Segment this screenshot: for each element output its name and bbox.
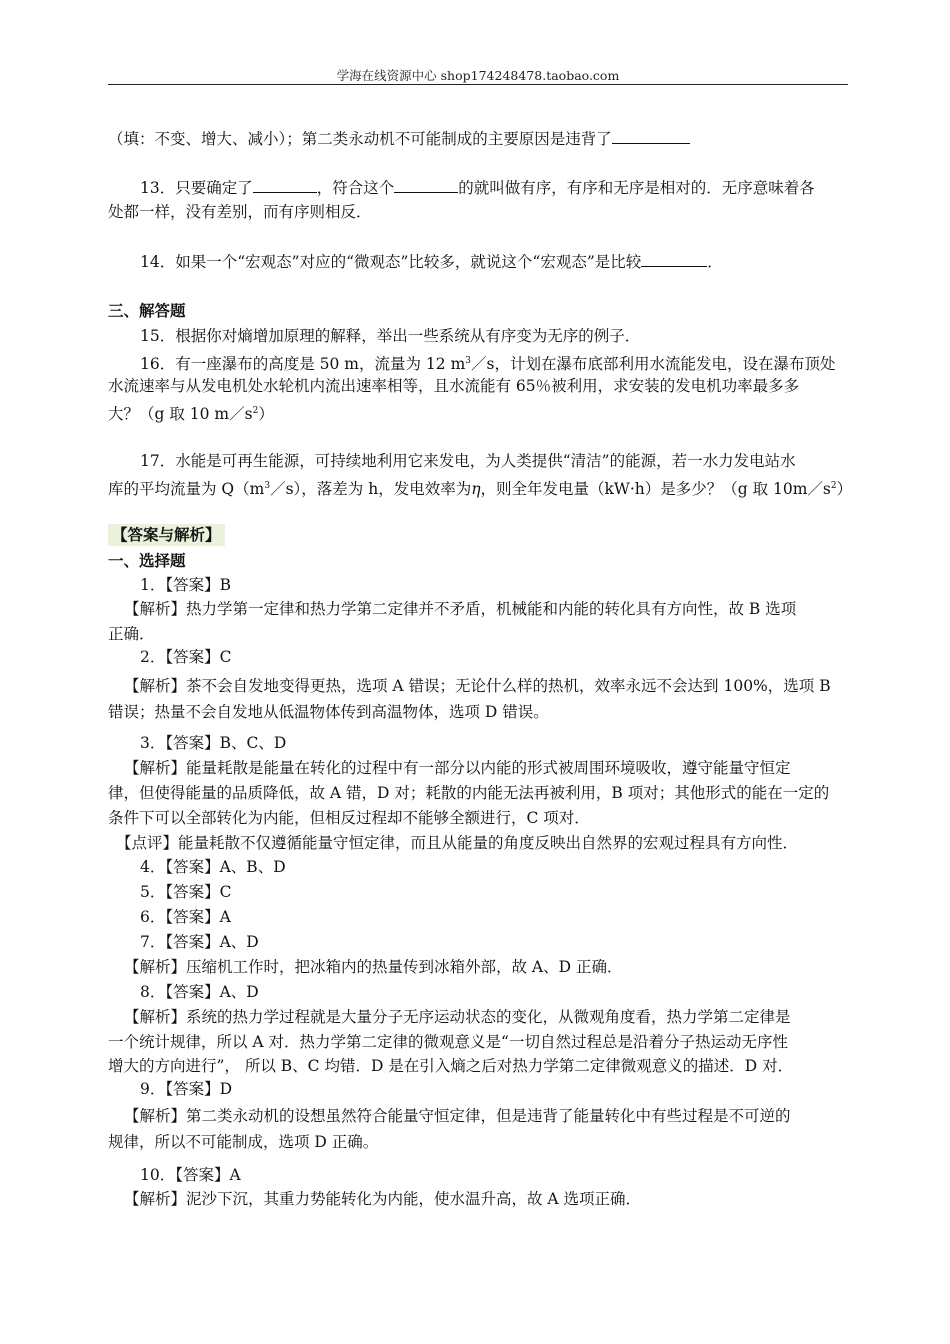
question-17-line-1: 17．水能是可再生能源，可持续地利用它来发电，为人类提供“清洁”的能源，若一水力发电站水 (140, 452, 796, 470)
explanation-1-line-1: 【解析】热力学第一定律和热力学第二定律并不矛盾，机械能和内能的转化具有方向性，故 B 选项 (124, 600, 797, 618)
question-16-line-1 (140, 349, 850, 376)
q12-text: （填：不变、增大、减小）；第二类永动机不可能制成的主要原因是违背了 (108, 130, 612, 148)
header-rule (108, 84, 848, 85)
answers-heading: 【答案与解析】 (108, 524, 225, 546)
explanation-3-line-1: 【解析】能量耗散是能量在转化的过程中有一部分以内能的形式被周围环境吸收，遵守能量守恒定 (124, 759, 791, 777)
question-16-line-3 (108, 399, 850, 426)
answer-blank (641, 252, 707, 267)
explanation-8-line-2: 一个统计规律，所以 A 对．热力学第二定律的微观意义是“一切自然过程总是沿着分子热运动无序性 (108, 1033, 788, 1051)
comment-3: 【点评】能量耗散不仅遵循能量守恒定律，而且从能量的角度反映出自然界的宏观过程具有方向性． (116, 834, 799, 852)
answer-4: 4．【答案】A、B、D (140, 858, 286, 876)
explanation-8-line-3: 增大的方向进行”， 所以 B、C 均错．D 是在引入熵之后对热力学第二定律微观意义的描述．D 对． (108, 1057, 794, 1075)
answer-9: 9．【答案】D (140, 1080, 233, 1098)
page-header: 学海在线资源中心 shop174248478.taobao.com (336, 68, 620, 83)
superscript: 3 (465, 356, 472, 366)
answer-blank (612, 129, 690, 144)
question-14 (140, 250, 850, 274)
q17-text-1: 库的平均流量为 Q（m (108, 480, 265, 499)
explanation-2-line-1: 【解析】茶不会自发地变得更热，选项 A 错误；无论什么样的热机，效率永远不会达到 100%，选项 B (124, 677, 831, 695)
explanation-7: 【解析】压缩机工作时，把冰箱内的热量传到冰箱外部，故 A、D 正确． (124, 958, 623, 976)
answer-10: 10．【答案】A (140, 1166, 241, 1184)
explanation-10: 【解析】泥沙下沉，其重力势能转化为内能，使水温升高，故 A 选项正确． (124, 1190, 642, 1208)
q16-text-a: 16．有一座瀑布的高度是 50 m，流量为 12 m (140, 355, 466, 374)
answer-blank (394, 178, 458, 193)
superscript: 2 (830, 481, 837, 491)
q16-text-c2: ） (258, 405, 274, 424)
question-16-line-2: 水流速率与从发电机处水轮机内流出速率相等，且水流能有 65％被利用，求安装的发电机功率最多多 (108, 377, 800, 395)
explanation-9-line-1: 【解析】第二类永动机的设想虽然符合能量守恒定律，但是违背了能量转化中有些过程是不可逆的 (124, 1107, 791, 1125)
answer-8: 8．【答案】A、D (140, 983, 259, 1001)
answer-6: 6．【答案】A (140, 908, 231, 926)
q14-end: ． (707, 253, 723, 271)
q13-text-b: ，符合这个 (316, 179, 395, 197)
section-3-title: 三、解答题 (108, 301, 186, 320)
superscript: 3 (264, 481, 271, 491)
explanation-3-line-3: 条件下可以全部转化为内能，但相反过程却不能够全额进行，C 项对． (108, 809, 590, 827)
eta-symbol: η (471, 480, 481, 499)
explanation-1-line-2: 正确． (108, 625, 155, 643)
superscript: 2 (252, 406, 259, 416)
answer-2: 2．【答案】C (140, 648, 232, 666)
answer-blank (253, 178, 317, 193)
answer-1: 1．【答案】B (140, 576, 232, 594)
question-13-line-1 (140, 176, 850, 200)
explanation-2-line-2: 错误；热量不会自发地从低温物体传到高温物体，选项 D 错误。 (108, 703, 549, 721)
q16-text-a2: ／s，计划在瀑布底部利用水流能发电，设在瀑布顶处 (471, 355, 836, 374)
section-1-title: 一、选择题 (108, 551, 186, 570)
question-13-line-2: 处都一样，没有差别，而有序则相反． (108, 203, 372, 221)
explanation-8-line-1: 【解析】系统的热力学过程就是大量分子无序运动状态的变化，从微观角度看，热力学第二定律是 (124, 1008, 791, 1026)
answer-7: 7．【答案】A、D (140, 933, 259, 951)
q13-text-a: 13．只要确定了 (140, 179, 253, 197)
explanation-3-line-2: 律，但使得能量的品质降低，故 A 错，D 对；耗散的内能无法再被利用，B 项对；其他形式的能在一定的 (108, 784, 830, 802)
q13-text-c: 的就叫做有序，有序和无序是相对的．无序意味着各 (458, 179, 815, 197)
answer-3: 3．【答案】B、C、D (140, 734, 287, 752)
q17-text-3: ，则全年发电量（kW·h）是多少？（g 取 10m／s (480, 480, 831, 499)
explanation-9-line-2: 规律，所以不可能制成，选项 D 正确。 (108, 1133, 379, 1151)
question-15: 15．根据你对熵增加原理的解释，举出一些系统从有序变为无序的例子． (140, 327, 641, 345)
question-12-tail (108, 127, 850, 151)
answer-5: 5．【答案】C (140, 883, 232, 901)
q16-text-c: 大？（g 取 10 m／s (108, 405, 253, 424)
q17-text-2: ／s），落差为 h，发电效率为 (270, 480, 472, 499)
q14-text: 14．如果一个“宏观态”对应的“微观态”比较多，就说这个“宏观态”是比较 (140, 253, 642, 271)
q17-text-4: ） (836, 480, 853, 499)
question-17-line-2 (108, 474, 853, 501)
